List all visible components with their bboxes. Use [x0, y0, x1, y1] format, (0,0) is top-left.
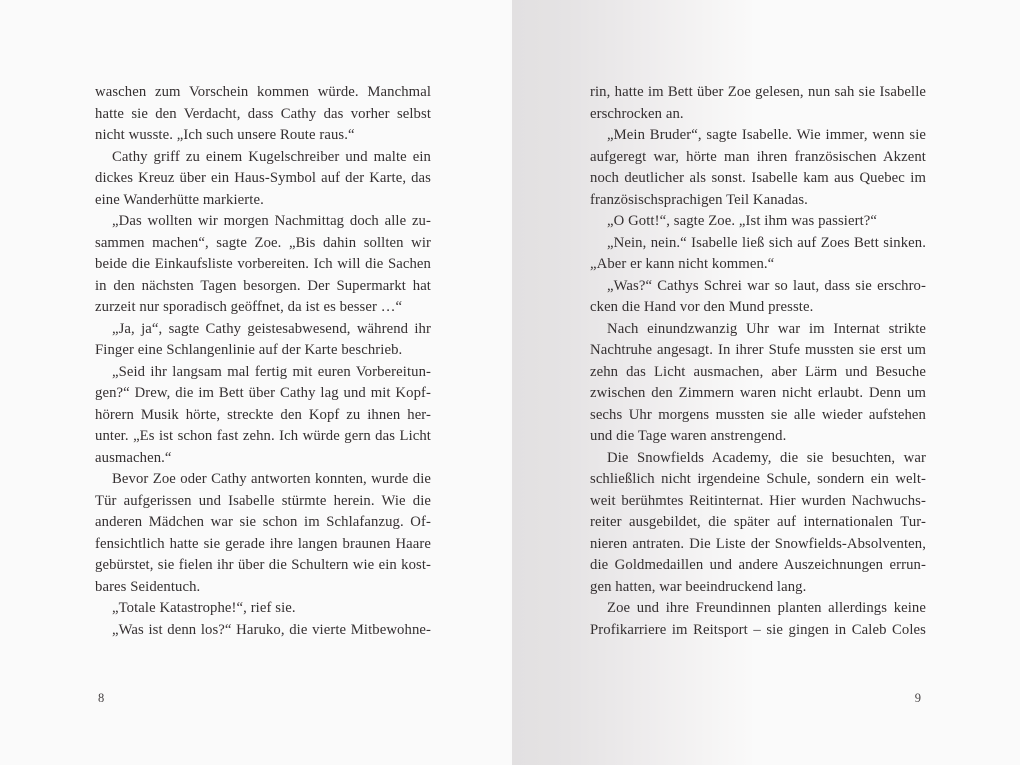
right-page-text-column [590, 82, 926, 641]
text-line: in den nächsten Tagen besorgen. Der Supermarkt hat [95, 277, 431, 294]
text-line: gebürstet, sie fielen ihr über die Schultern wie ein kost- [95, 557, 431, 573]
text-line: anderen Mädchen war sie schon im Schlafanzug. Of- [95, 514, 431, 530]
text-line: Cathy griff zu einem Kugelschreiber und malte ein [112, 148, 431, 165]
text-line: fensichtlich hatte sie gerade ihre langen braunen Haare [95, 535, 431, 552]
text-line: „Was?“ Cathys Schrei war so laut, dass sie erschro- [607, 277, 926, 294]
text-line: sammen machen“, sagte Zoe. „Bis dahin sollten wir [95, 234, 431, 251]
text-line: französischsprachigen Teil Kanadas. [590, 191, 808, 208]
text-line: noch deutlicher als sonst. Isabelle kam aus Quebec im [590, 170, 926, 186]
text-line: und die Tage waren anstrengend. [590, 428, 787, 444]
text-line: sechs Uhr morgens mussten sie alle wieder aufstehen [590, 406, 926, 423]
text-line: waschen zum Vorschein kommen würde. Manchmal [95, 84, 431, 100]
text-line: erschrocken an. [590, 105, 684, 122]
text-line: unter. „Es ist schon fast zehn. Ich würde gern das Licht [95, 428, 431, 444]
text-line: bares Seidentuch. [95, 578, 201, 595]
text-line: „Mein Bruder“, sagte Isabelle. Wie immer, wenn sie [607, 127, 926, 143]
text-line: gen?“ Drew, die im Bett über Cathy lag und mit Kopf- [95, 385, 431, 401]
left-page-number: 8 [98, 691, 105, 705]
text-line: „Aber er kann nicht kommen.“ [590, 256, 775, 272]
text-line: Finger eine Schlangenlinie auf der Karte beschrieb. [95, 342, 403, 358]
text-line: reiter ausgebildet, die später auf internationalen Tur- [590, 514, 926, 530]
right-page [512, 0, 1020, 765]
text-line: „Totale Katastrophe!“, rief sie. [112, 600, 296, 616]
text-line: rin, hatte im Bett über Zoe gelesen, nun sah sie Isabelle [590, 84, 926, 100]
text-line: gen hatten, war beeindruckend lang. [590, 578, 807, 595]
text-line: „Das wollten wir morgen Nachmittag doch alle zu- [112, 213, 431, 229]
text-line: Nachtruhe angesagt. In ihrer Stufe mussten sie erst um [590, 342, 926, 358]
left-page-text-column [95, 82, 431, 641]
text-line: dickes Kreuz über ein Haus-Symbol auf der Karte, das [95, 170, 431, 186]
text-line: zurzeit nur sporadisch geöffnet, da ist es besser …“ [95, 299, 403, 315]
text-line: „Was ist denn los?“ Haruko, die vierte Mitbewohne- [112, 621, 431, 638]
text-line: „O Gott!“, sagte Zoe. „Ist ihm was passiert?“ [607, 213, 878, 229]
text-line: Nach einundzwanzig Uhr war im Internat strikte [607, 320, 926, 337]
text-line: zehn das Licht ausmachen, aber Lärm und Besuche [590, 363, 926, 380]
text-line: zwischen den Zimmern waren nicht erlaubt. Denn um [590, 385, 926, 401]
text-line: Profikarriere im Reitsport – sie gingen in Caleb Coles [590, 621, 926, 638]
text-line: „Ja, ja“, sagte Cathy geistesabwesend, während ihr [112, 320, 431, 337]
text-line: die Goldmedaillen und andere Auszeichnungen errun- [590, 557, 926, 573]
text-line: hörern Musik hörte, streckte den Kopf zu ihnen her- [95, 406, 431, 423]
text-line: nieren antraten. Die Liste der Snowfields-Absolventen, [590, 535, 926, 552]
text-line: Bevor Zoe oder Cathy antworten konnten, wurde die [112, 471, 431, 487]
text-line: Die Snowfields Academy, die sie besuchten, war [607, 449, 926, 466]
text-line: Tür aufgerissen und Isabelle stürmte herein. Wie die [95, 492, 431, 509]
text-line: weit berühmtes Reitinternat. Hier wurden Nachwuchs- [590, 492, 926, 509]
text-line: Zoe und ihre Freundinnen planten allerdings keine [607, 600, 926, 616]
text-line: „Nein, nein.“ Isabelle ließ sich auf Zoes Bett sinken. [607, 234, 926, 251]
text-line: eine Wanderhütte markierte. [95, 191, 264, 208]
text-line: „Seid ihr langsam mal fertig mit euren Vorbereitun- [112, 363, 431, 380]
text-line: schließlich nicht irgendeine Schule, sondern ein welt- [590, 471, 926, 487]
text-line: nicht wusste. „Ich such unsere Route raus.“ [95, 127, 355, 143]
text-line: cken die Hand vor den Mund presste. [590, 299, 814, 315]
text-line: ausmachen.“ [95, 449, 172, 466]
right-page-number: 9 [914, 691, 921, 705]
text-line: hatte sie den Verdacht, dass Cathy das vorher selbst [95, 105, 431, 122]
text-line: aufgeregt war, hörte man ihren französischen Akzent [590, 148, 926, 165]
text-line: beide die Einkaufsliste vorbereiten. Ich will die Sachen [95, 256, 431, 272]
